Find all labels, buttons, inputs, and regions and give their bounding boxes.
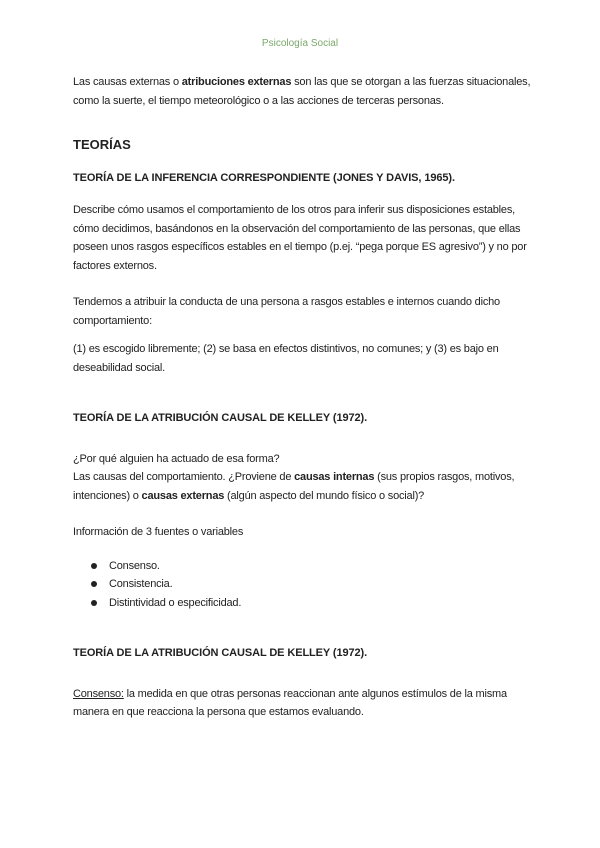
theory3-paragraph (73, 685, 533, 722)
intro-bold-term: atribuciones externas (181, 76, 292, 88)
intro-paragraph (73, 73, 533, 110)
theory2-question: ¿Por qué alguien ha actuado de esa forma? (73, 452, 280, 465)
section-title: TEORÍAS (73, 137, 131, 152)
theory1-paragraph-1: Describe cómo usamos el comportamiento de los otros para inferir sus disposiciones estables, cómo decidimos, basándonos en la observación del comportamiento de las personas, que ellas poseen unos rasgos específicos estables en el tiempo (p.ej. “pega porque ES agresivo”) y no por factores externos. (73, 204, 527, 272)
causes-internal-term: causas internas (294, 471, 375, 483)
causes-external-term: causas externas (141, 489, 225, 502)
intro-text-start: Las causas externas o (73, 76, 182, 88)
list-item-label: Consenso. (109, 559, 160, 572)
page-header: Psicología Social (261, 38, 339, 49)
bullet-icon (91, 563, 97, 569)
bullet-icon (91, 600, 97, 606)
causes-text-end: (algún aspecto del mundo físico o social)? (224, 489, 425, 502)
list-item-label: Consistencia. (109, 578, 173, 590)
consenso-term: Consenso: (73, 687, 124, 700)
consenso-definition: la medida en que otras personas reaccionan ante algunos estímulos de la misma manera en que reacciona la persona que estamos evaluando. (73, 687, 507, 718)
theory2-title: TEORÍA DE LA ATRIBUCIÓN CAUSAL DE KELLEY (1972). (73, 412, 368, 424)
bullet-icon (91, 581, 97, 587)
list-item (73, 557, 533, 576)
theory2-info: Información de 3 fuentes o variables (73, 526, 244, 538)
page-content (73, 73, 533, 722)
theory1-title: TEORÍA DE LA INFERENCIA CORRESPONDIENTE (JONES Y DAVIS, 1965). (73, 171, 455, 184)
list-item (73, 575, 533, 594)
causes-text-start: Las causas del comportamiento. ¿Proviene de (73, 471, 295, 483)
variables-list (73, 557, 533, 613)
list-item (73, 594, 533, 613)
causes-text-middle: (sus propios rasgos, motivos, intenciones) o (73, 471, 515, 502)
theory1-paragraph-3: (1) es escogido libremente; (2) se basa en efectos distintivos, no comunes; y (3) es bajo en deseabilidad social. (73, 343, 499, 374)
intro-text-end: son las que se otorgan a las fuerzas situacionales, como la suerte, el tiempo meteorológico o a las acciones de terceras personas. (73, 76, 531, 107)
theory1-paragraph-2: Tendemos a atribuir la conducta de una persona a rasgos estables e internos cuando dicho comportamiento: (73, 296, 500, 327)
theory3-title: TEORÍA DE LA ATRIBUCIÓN CAUSAL DE KELLEY (1972). (73, 647, 368, 659)
theory2-causes-paragraph (73, 468, 533, 505)
list-item-label: Distintividad o especificidad. (109, 596, 242, 609)
